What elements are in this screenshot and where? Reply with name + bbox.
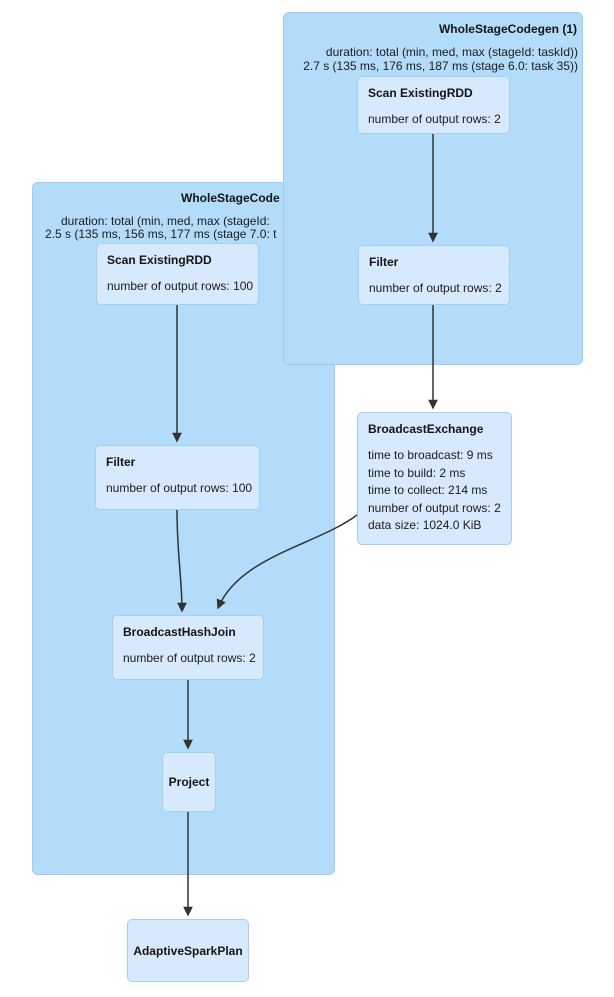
- cluster-title: WholeStageCodegen (1): [438, 22, 577, 36]
- node-metric: time to build: 2 ms: [368, 465, 466, 480]
- node-title: BroadcastHashJoin: [123, 625, 236, 639]
- node-metric: time to broadcast: 9 ms: [368, 448, 493, 462]
- cluster-duration-line1: duration: total (min, med, max (stageId: taskId)): [325, 45, 578, 59]
- node-adaptive-spark-plan[interactable]: [127, 919, 249, 982]
- node-broadcast-hash-join[interactable]: [112, 615, 264, 680]
- node-metric: time to collect: 214 ms: [368, 483, 488, 497]
- cluster-title: WholeStageCode: [181, 191, 280, 205]
- node-title: Scan ExistingRDD: [368, 86, 473, 100]
- node-title: AdaptiveSparkPlan: [133, 943, 243, 958]
- node-metric: number of output rows: 2: [368, 500, 501, 515]
- node-filter-2[interactable]: [95, 445, 260, 510]
- node-title: Scan ExistingRDD: [107, 253, 212, 267]
- node-metric: number of output rows: 2: [123, 651, 256, 665]
- node-metric: number of output rows: 100: [106, 481, 253, 495]
- node-metric: number of output rows: 100: [107, 279, 254, 293]
- node-metric: data size: 1024.0 KiB: [368, 518, 482, 532]
- node-title: BroadcastExchange: [368, 422, 484, 436]
- node-scan-existingrdd-2[interactable]: [96, 243, 259, 305]
- node-project[interactable]: [162, 752, 216, 812]
- cluster-duration-line2: 2.7 s (135 ms, 176 ms, 187 ms (stage 6.0: task 35)): [303, 59, 578, 73]
- cluster-duration-line1: duration: total (min, med, max (stageId:: [61, 214, 270, 228]
- cluster-wholestagecodegen-1: [283, 12, 583, 365]
- node-scan-existingrdd-1[interactable]: [357, 76, 510, 134]
- node-title: Filter: [106, 455, 136, 469]
- node-metric: number of output rows: 2: [368, 112, 501, 126]
- node-title: Filter: [369, 255, 399, 269]
- node-broadcast-exchange[interactable]: [357, 412, 512, 545]
- node-metric: number of output rows: 2: [369, 281, 502, 295]
- node-filter-1[interactable]: [358, 245, 510, 305]
- node-title: Project: [168, 775, 210, 789]
- cluster-duration-line2: 2.5 s (135 ms, 156 ms, 177 ms (stage 7.0: t: [45, 227, 277, 241]
